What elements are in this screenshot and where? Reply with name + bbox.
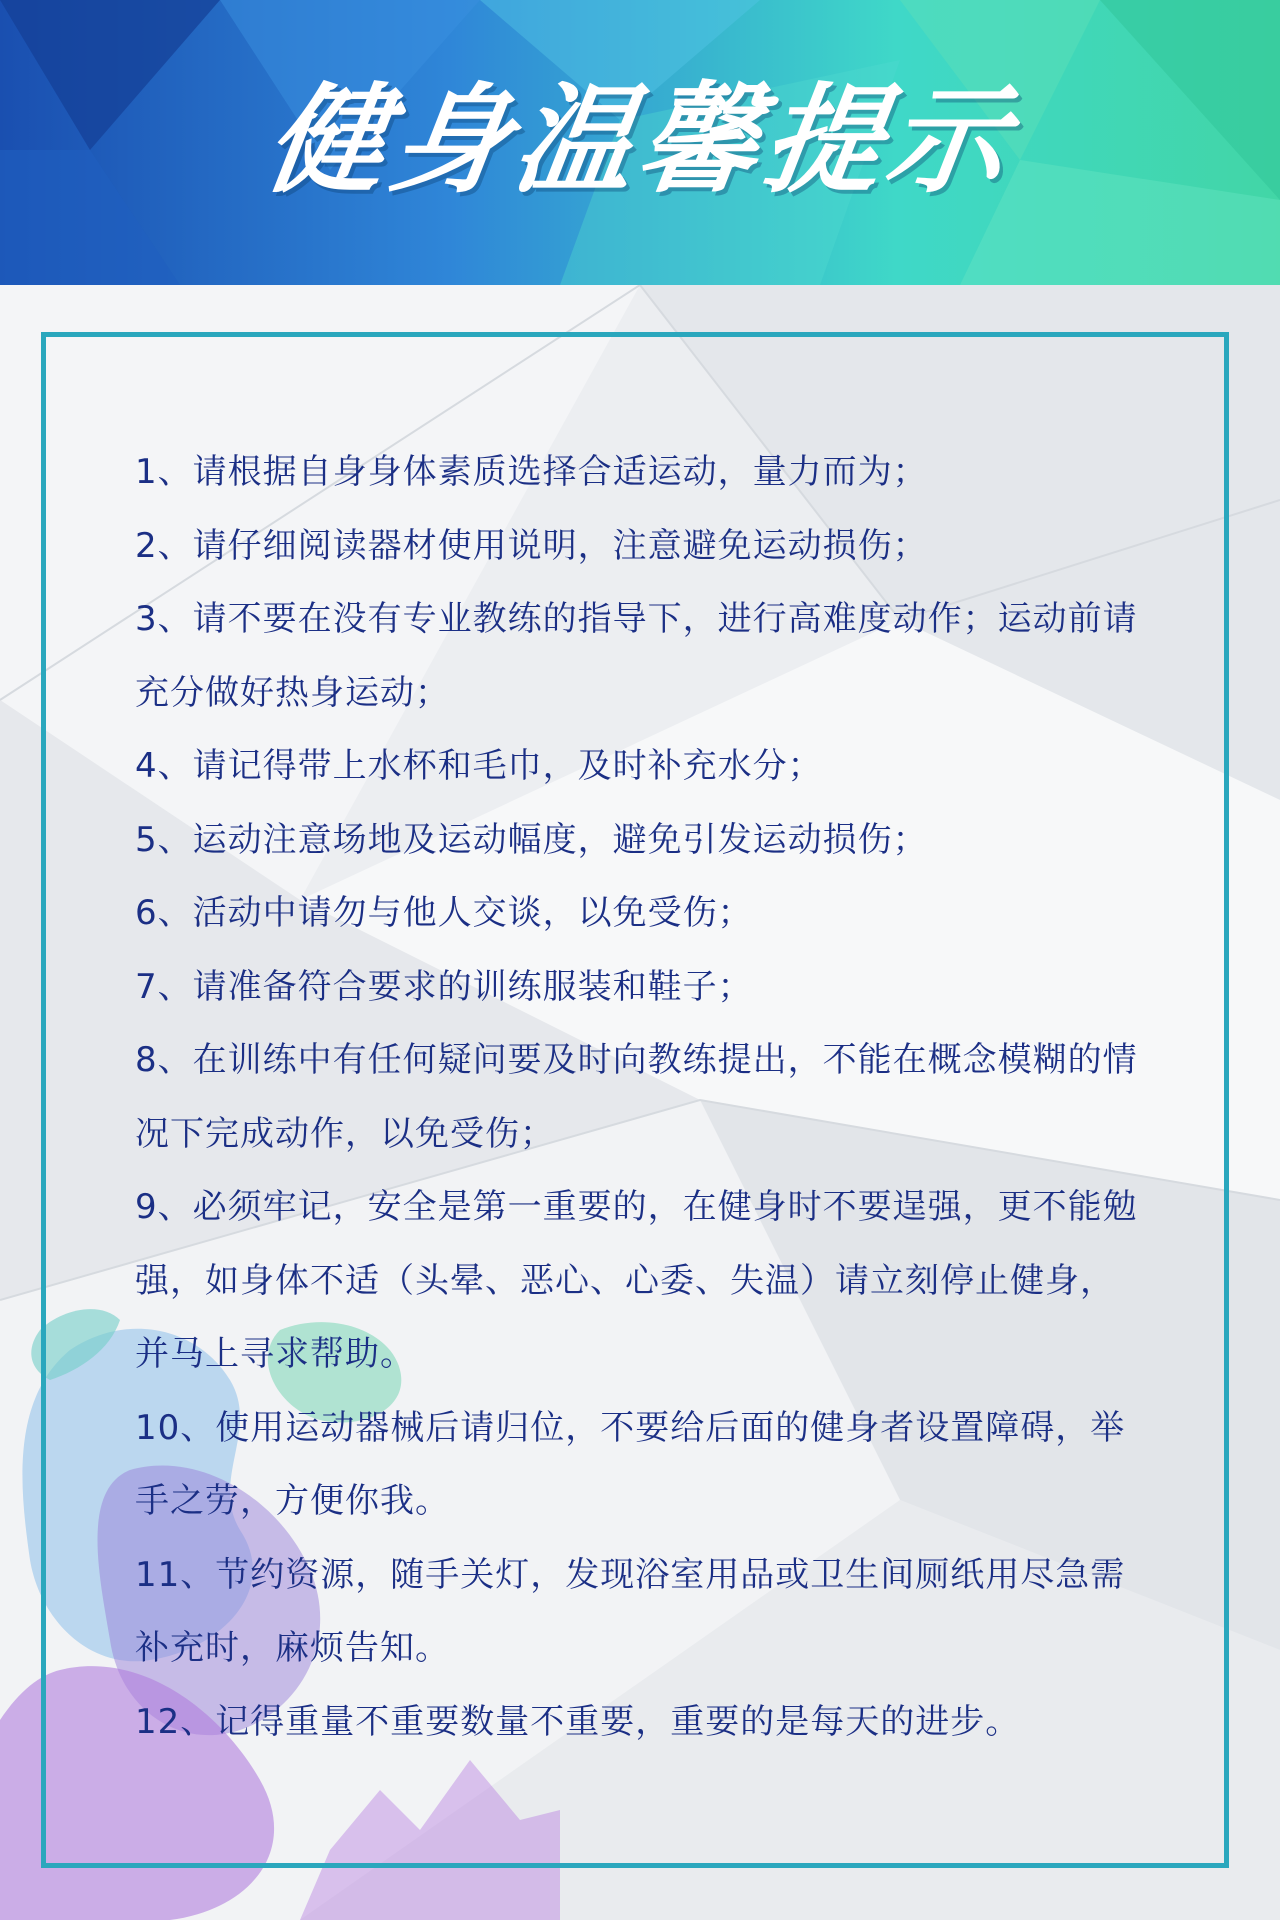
item-number: 8、 bbox=[135, 1040, 193, 1080]
item-number: 3、 bbox=[135, 599, 193, 639]
item-number: 11、 bbox=[135, 1554, 216, 1595]
list-item bbox=[135, 877, 1145, 951]
list-item bbox=[135, 1024, 1145, 1171]
tips-list bbox=[135, 436, 1145, 1759]
item-text: 请记得带上水杯和毛巾，及时补充水分； bbox=[192, 746, 823, 786]
list-item bbox=[135, 583, 1145, 730]
item-text: 请准备符合要求的训练服装和鞋子； bbox=[192, 966, 753, 1007]
list-item bbox=[135, 1686, 1145, 1760]
item-text: 记得重量不重要数量不重要，重要的是每天的进步。 bbox=[215, 1701, 1021, 1742]
list-item bbox=[135, 510, 1145, 584]
item-number: 6、 bbox=[135, 893, 193, 933]
list-item bbox=[135, 951, 1145, 1025]
item-text: 请仔细阅读器材使用说明，注意避免运动损伤； bbox=[192, 525, 928, 566]
page-title: 健身温馨提示 bbox=[258, 71, 1022, 209]
item-number: 12、 bbox=[135, 1701, 216, 1742]
item-text: 在训练中有任何疑问要及时向教练提出，不能在概念模糊的情况下完成动作，以免受伤； bbox=[135, 1040, 1138, 1154]
item-number: 5、 bbox=[135, 819, 193, 860]
item-text: 请根据自身身体素质选择合适运动，量力而为； bbox=[192, 452, 928, 492]
item-text: 使用运动器械后请归位，不要给后面的健身者设置障碍，举手之劳，方便你我。 bbox=[135, 1407, 1126, 1521]
item-text: 节约资源，随手关灯，发现浴室用品或卫生间厕纸用尽急需补充时，麻烦告知。 bbox=[135, 1554, 1126, 1668]
item-text: 请不要在没有专业教练的指导下，进行高难度动作；运动前请充分做好热身运动； bbox=[135, 599, 1138, 713]
list-item bbox=[135, 1171, 1145, 1392]
header-banner bbox=[0, 0, 1280, 285]
list-item bbox=[135, 1539, 1145, 1686]
item-text: 运动注意场地及运动幅度，避免引发运动损伤； bbox=[192, 819, 928, 860]
item-text: 活动中请勿与他人交谈，以免受伤； bbox=[192, 893, 753, 933]
item-text: 必须牢记，安全是第一重要的，在健身时不要逞强，更不能勉强，如身体不适（头晕、恶心、心委、失温）请立刻停止健身，并马上寻求帮助。 bbox=[135, 1187, 1138, 1374]
list-item bbox=[135, 436, 1145, 510]
item-number: 10、 bbox=[135, 1407, 216, 1448]
list-item bbox=[135, 730, 1145, 804]
item-number: 4、 bbox=[135, 746, 193, 786]
item-number: 1、 bbox=[135, 452, 193, 492]
list-item bbox=[135, 1392, 1145, 1539]
list-item bbox=[135, 804, 1145, 878]
item-number: 7、 bbox=[135, 966, 193, 1007]
item-number: 9、 bbox=[135, 1187, 193, 1227]
item-number: 2、 bbox=[135, 525, 193, 566]
